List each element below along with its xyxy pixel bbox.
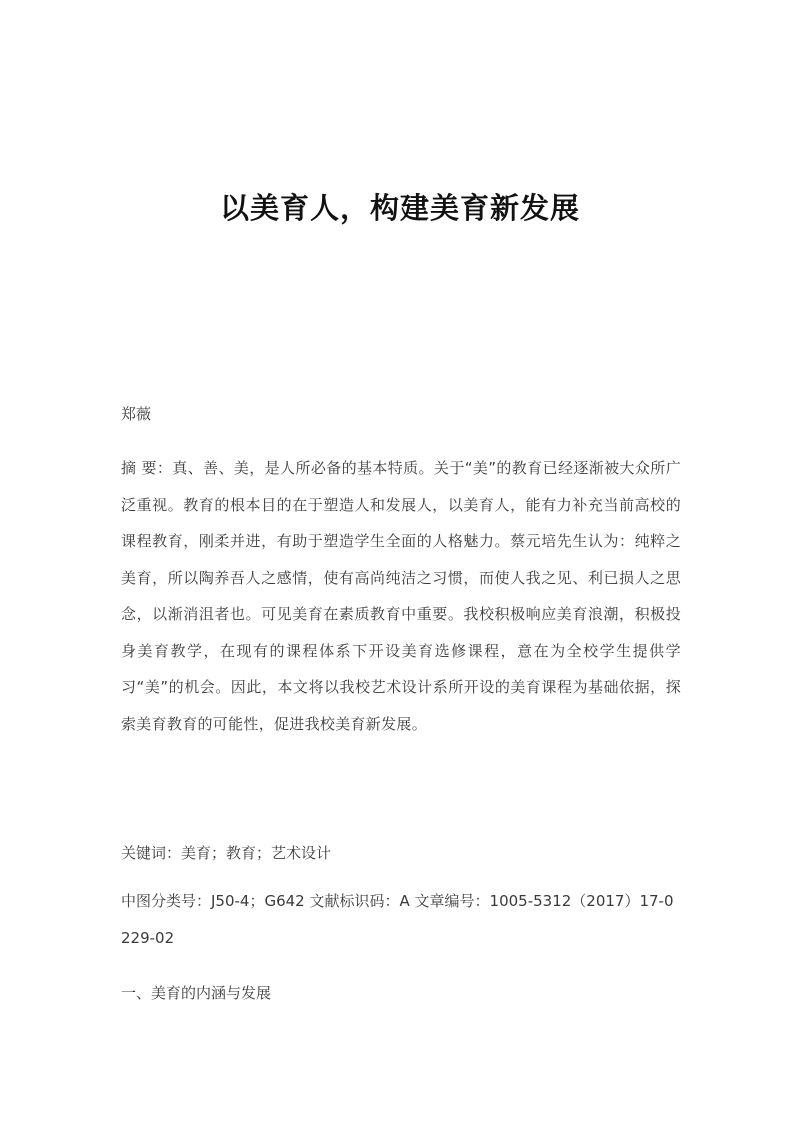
section-heading: 一、美育的内涵与发展 [121,984,272,1002]
abstract-label: 摘 要： [121,459,173,477]
author-name: 郑薇 [121,405,152,423]
keywords-line [121,835,681,872]
document-title: 以美育人，构建美育新发展 [219,191,580,225]
classification-line: 中图分类号：J50-4；G642 文献标识码：A 文章编号：1005-5312（2017）17-0229-02 [121,892,674,947]
abstract-body: 真、善、美，是人所必备的基本特质。关于“美”的教育已经逐渐被大众所广泛重视。教育的根本目的在于塑造人和发展人，以美育人，能有力补充当前高校的课程教育，刚柔并进，有助于塑造学生全面的人格魅力。蔡元培先生认为：纯粹之美育，所以陶养吾人之感情，使有高尚纯洁之习惯，而使人我之见、利已损人之思念，以渐消沮者也。可见美育在素质教育中重要。我校积极响应美育浪潮，积极投身美育教学，在现有的课程体系下开设美育选修课程，意在为全校学生提供学习“美”的机会。因此，本文将以我校艺术设计系所开设的美育课程为基础依据，探索美育教育的可能性，促进我校美育新发展。 [121,459,681,733]
abstract-paragraph [121,450,681,742]
keywords-body: 美育；教育；艺术设计 [181,844,332,862]
keywords-label: 关键词： [121,844,182,862]
